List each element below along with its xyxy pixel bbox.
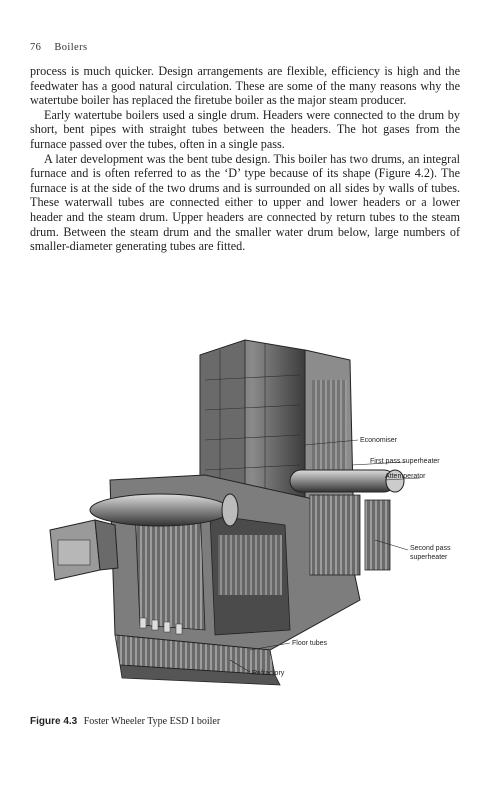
label-refractory: Refractory: [252, 670, 285, 677]
boiler-drawing: [40, 300, 460, 695]
label-second-pass-2: superheater: [410, 554, 448, 561]
body-text: [30, 64, 460, 254]
label-second-pass-1: Second pass: [410, 545, 451, 552]
page-number: 76: [30, 42, 42, 53]
running-title: Boilers: [54, 42, 88, 53]
burner-windbox: [50, 520, 118, 580]
figure-caption: [30, 716, 220, 727]
superheater-banks: [310, 495, 390, 575]
label-first-pass-superheater: First pass superheater: [370, 458, 440, 465]
label-economiser: Economiser: [360, 437, 397, 444]
caption-label: Figure 4.3: [30, 716, 78, 727]
paragraph: process is much quicker. Design arrangements are flexible, efficiency is high and the feedwater has a good natural circulation. These are some of the many reasons why the watertube boiler has replaced the firetube boiler as the major steam producer.: [30, 64, 460, 108]
label-floor-tubes: Floor tubes: [292, 640, 328, 647]
caption-text: Foster Wheeler Type ESD I boiler: [83, 716, 221, 727]
running-head: [30, 42, 87, 53]
boiler-illustration: [40, 300, 460, 695]
paragraph: A later development was the bent tube design. This boiler has two drums, an integral furnace and is often referred to as the ‘D’ type because of its shape (Figure 4.2). The furnace is at the side of the two drums and is surrounded on all sides by walls of tubes. These waterwall tubes are connected either to upper and lower headers or a lower header and the steam drum. Upper headers are connected by return tubes to the steam drum. Between the steam drum and the smaller water drum below, large numbers of smaller-diameter generating tubes are fitted.: [30, 151, 460, 254]
label-attemperator: Attemperator: [385, 473, 426, 480]
paragraph: Early watertube boilers used a single drum. Headers were connected to the drum by short, bent pipes with straight tubes between the headers. The hot gases from the furnace passed over the tubes, often in a single pass.: [30, 107, 460, 151]
